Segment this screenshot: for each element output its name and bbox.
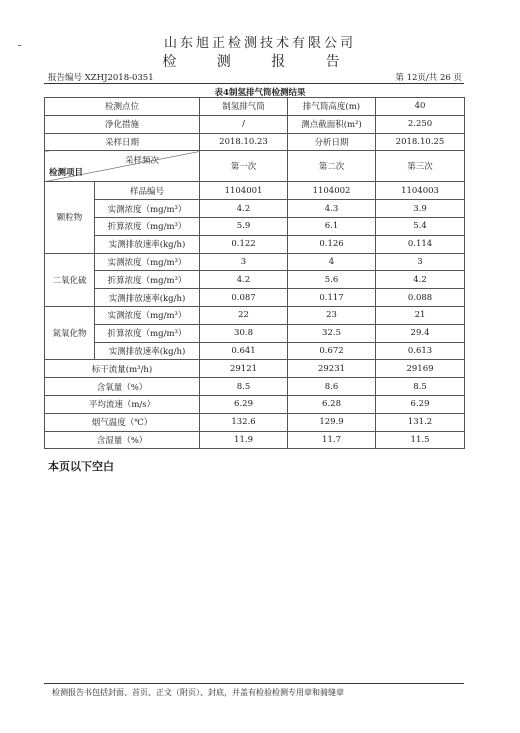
row-label: 实测排放速率(kg/h) <box>95 289 200 307</box>
group-label: 氮氧化物 <box>45 306 95 359</box>
cell-value: 3.9 <box>376 200 465 218</box>
page-number: 第 12页/共 26 页 <box>395 73 462 83</box>
table-row <box>45 431 465 449</box>
table-row <box>45 200 465 218</box>
cell-value: 6.1 <box>288 217 376 235</box>
cell-value: 8.6 <box>288 378 376 396</box>
footer-rule <box>44 683 464 684</box>
document-title: 检 测 报 告 <box>162 54 358 70</box>
info-value: 2018.10.23 <box>200 133 288 151</box>
table-row <box>45 133 465 151</box>
cell-value: 3 <box>200 253 288 271</box>
cell-value: 4 <box>288 253 376 271</box>
company-name: 山东旭正检测技术有限公司 <box>163 36 356 51</box>
cell-value: 23 <box>288 306 376 324</box>
row-label: 实测浓度（mg/m³） <box>95 306 200 324</box>
table-row <box>45 182 465 200</box>
cell-value: 0.126 <box>288 235 376 253</box>
cell-value: 4.2 <box>200 200 288 218</box>
info-label: 测点截面积(m²) <box>288 115 376 133</box>
cell-value: 132.6 <box>200 413 288 431</box>
cell-value: 29121 <box>200 360 288 378</box>
cell-value: 4.2 <box>200 271 288 289</box>
report-number: 报告编号 XZHJ2018-0351 <box>48 73 154 83</box>
header-rule <box>44 83 464 84</box>
cell-value: 8.5 <box>376 378 465 396</box>
footer-note: 检测报告书包括封面、首页、正文（附页）、封底，并盖有检验检测专用章和骑缝章 <box>52 688 344 697</box>
results-table <box>44 97 465 449</box>
info-label: 采样日期 <box>45 133 200 151</box>
diagonal-header-cell <box>45 151 200 182</box>
column-header: 第二次 <box>288 151 376 182</box>
table-row <box>45 235 465 253</box>
cell-value: 29.4 <box>376 324 465 342</box>
info-value: 2.250 <box>376 115 465 133</box>
cell-value: 0.088 <box>376 289 465 307</box>
row-label: 实测排放速率(kg/h) <box>95 342 200 360</box>
table-row <box>45 98 465 116</box>
cell-value: 30.8 <box>200 324 288 342</box>
cell-value: 3 <box>376 253 465 271</box>
cell-value: 0.641 <box>200 342 288 360</box>
cell-value: 29169 <box>376 360 465 378</box>
cell-value: 11.9 <box>200 431 288 449</box>
cell-value: 8.5 <box>200 378 288 396</box>
cell-value: 5.6 <box>288 271 376 289</box>
table-row <box>45 395 465 413</box>
info-label: 检测点位 <box>45 98 200 116</box>
header-test-item: 检测项目 <box>49 168 84 179</box>
table-header-row <box>45 151 465 182</box>
table-caption: 表4制氢排气筒检测结果 <box>214 88 306 98</box>
info-label: 排气筒高度(m) <box>288 98 376 116</box>
cell-value: 4.2 <box>376 271 465 289</box>
table-row <box>45 217 465 235</box>
cell-value: 131.2 <box>376 413 465 431</box>
header-sampling-frequency: 采样频次 <box>125 156 160 167</box>
cell-value: 0.117 <box>288 289 376 307</box>
cell-value: 5.9 <box>200 217 288 235</box>
cell-value: 6.29 <box>376 395 465 413</box>
blank-page-note: 本页以下空白 <box>48 460 114 473</box>
cell-value: 21 <box>376 306 465 324</box>
table-row <box>45 360 465 378</box>
cell-value: 5.4 <box>376 217 465 235</box>
table-row <box>45 324 465 342</box>
cell-value: 32.5 <box>288 324 376 342</box>
row-label: 烟气温度（℃） <box>45 413 200 431</box>
row-label: 实测浓度（mg/m³） <box>95 253 200 271</box>
table-row <box>45 115 465 133</box>
cell-value: 0.613 <box>376 342 465 360</box>
cell-value: 0.122 <box>200 235 288 253</box>
cell-value: 11.5 <box>376 431 465 449</box>
cell-value: 0.114 <box>376 235 465 253</box>
cell-value: 0.087 <box>200 289 288 307</box>
row-label: 折算浓度（mg/m³） <box>95 217 200 235</box>
row-label: 含氧量（%） <box>45 378 200 396</box>
cell-value: 6.28 <box>288 395 376 413</box>
table-row <box>45 342 465 360</box>
cell-value: 11.7 <box>288 431 376 449</box>
sample-id: 1104002 <box>288 182 376 200</box>
column-header: 第三次 <box>376 151 465 182</box>
row-label: 实测浓度（mg/m³） <box>95 200 200 218</box>
cell-value: 22 <box>200 306 288 324</box>
group-label: 二氧化硫 <box>45 253 95 306</box>
row-label: 标干流量(m³/h) <box>45 360 200 378</box>
sample-id: 1104001 <box>200 182 288 200</box>
table-row <box>45 306 465 324</box>
table-row <box>45 271 465 289</box>
group-label: 颗粒物 <box>45 182 95 253</box>
cell-value: 6.29 <box>200 395 288 413</box>
info-label: 净化措施 <box>45 115 200 133</box>
row-label: 折算浓度（mg/m³） <box>95 324 200 342</box>
cell-value: 129.9 <box>288 413 376 431</box>
info-value: 40 <box>376 98 465 116</box>
table-row <box>45 413 465 431</box>
column-header: 第一次 <box>200 151 288 182</box>
row-label: 平均流速（m/s） <box>45 395 200 413</box>
info-value: 2018.10.25 <box>376 133 465 151</box>
cell-value: 0.672 <box>288 342 376 360</box>
info-value: / <box>200 115 288 133</box>
row-label: 样品编号 <box>95 182 200 200</box>
info-value: 制氢排气筒 <box>200 98 288 116</box>
row-label: 折算浓度（mg/m³） <box>95 271 200 289</box>
cell-value: 4.3 <box>288 200 376 218</box>
row-label: 实测排放速率(kg/h) <box>95 235 200 253</box>
row-label: 含湿量（%） <box>45 431 200 449</box>
table-row <box>45 253 465 271</box>
table-row <box>45 378 465 396</box>
table-row <box>45 289 465 307</box>
cell-value: 29231 <box>288 360 376 378</box>
info-label: 分析日期 <box>288 133 376 151</box>
sample-id: 1104003 <box>376 182 465 200</box>
